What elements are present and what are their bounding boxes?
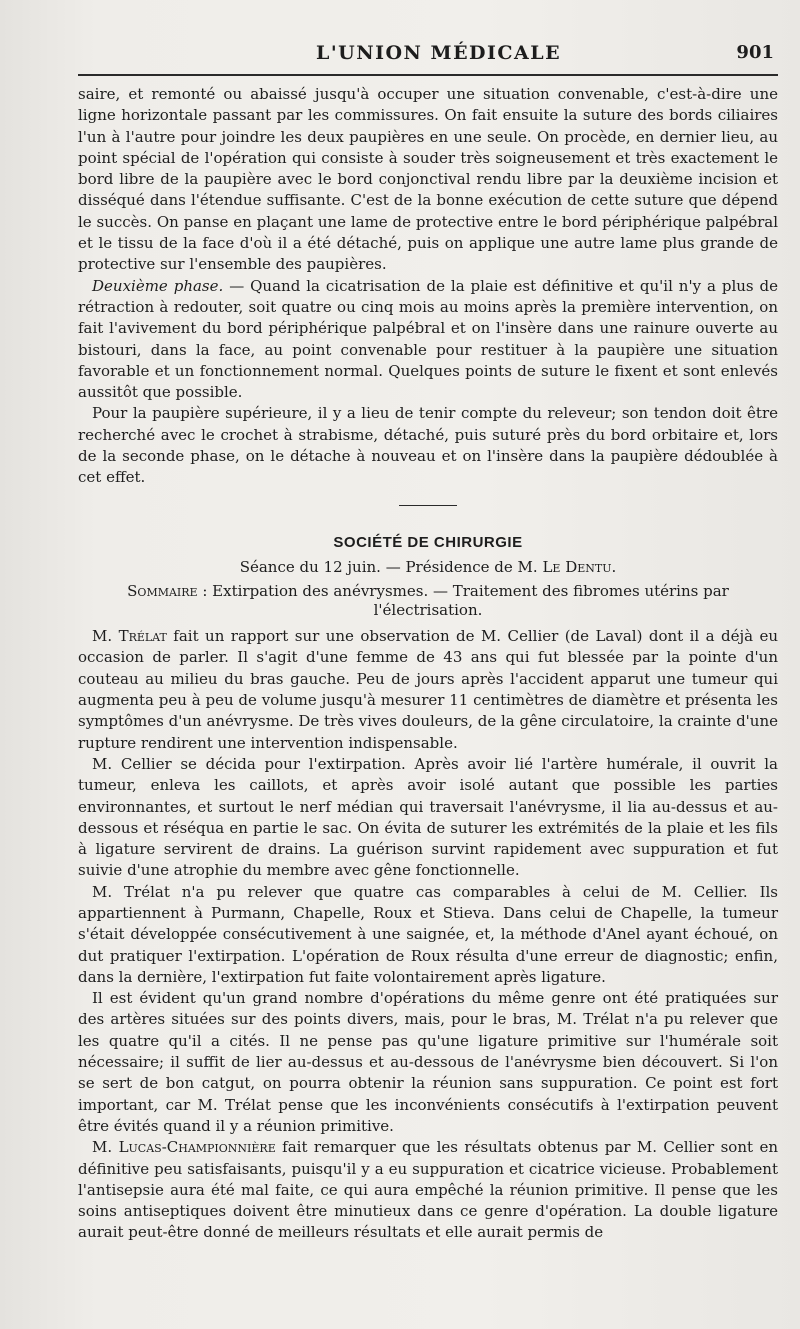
paragraph-trelat-rapport xyxy=(78,626,778,754)
trelat-text: fait un rapport sur une observation de M. Cellier (de Laval) dont il a déjà eu occasion de parler. Il s'agit d'une femme de 43 ans qui fut blessée par la pointe d'un couteau au milieu du bras gauche. Peu de jours après l'accident apparut une tumeur qui augmenta peu à peu de volume jusqu'à mesurer 11 centimètres de diamètre et présenta les symptômes d'un anévrysme. De très vives douleurs, de la gêne circulatoire, la crainte d'une rupture rendirent une intervention indispensable. xyxy=(78,627,779,752)
section-heading: SOCIÉTÉ DE CHIRURGIE xyxy=(333,534,523,552)
article-body xyxy=(78,84,778,1244)
sommaire-text: : Extirpation des anévrysmes. — Traitement des fibromes utérins par l'électrisation. xyxy=(197,582,729,620)
header-rule xyxy=(78,74,778,76)
seance-president: Le Dentu xyxy=(542,558,612,577)
paragraph-continuation: saire, et remonté ou abaissé jusqu'à occuper une situation convenable, c'est-à-dire une ligne horizontale passant par les commissures. On fait ensuite la suture des bords ciliaires l'un à l'autre pour joindre les deux paupières en une seule. On procède, en dernier lieu, au point spécial de l'opération qui consiste à souder très soigneusement et très exactement le bord libre de la paupière avec le bord conjonctival rendu libre par la deuxième incision et disséqué dans l'étendue suffisante. C'est de la bonne exécution de cette suture que dépend le succès. On panse en plaçant une lame de protective entre le bord périphérique palpébral et le tissu de la face d'où il a été détaché, puis on applique une autre lame plus grande de protective sur l'ensemble des paupières. xyxy=(78,85,778,274)
running-head xyxy=(78,34,778,70)
sommaire-label: Sommaire xyxy=(127,582,198,601)
seance-suffix: . xyxy=(611,558,617,577)
section-separator xyxy=(399,505,457,507)
lucas-text: fait remarquer que les résultats obtenus par M. Cellier sont en définitive peu satisfaisants, puisqu'il y a eu suppuration et cicatrice vicieuse. Probablement l'antisepsie aura été mal faite, ce qui aura empêché la réunion primitive. Il pense que les soins antiseptiques doivent être minutieux dans ce genre d'opération. La double ligature aurait peut-être donné de meilleurs résultats et elle aurait permis de xyxy=(78,1138,778,1242)
sommaire-line xyxy=(78,582,778,620)
trelat-name: Trélat xyxy=(118,627,167,646)
phase-text: — Quand la cicatrisation de la plaie est définitive et qu'il n'y a plus de rétraction à redouter, soit quatre ou cinq mois au moins après la première intervention, on fait l'avivement du bord périphérique palpébral et on l'insère dans une rainure ouverte au bistouri, dans la face, au point convenable pour restituer à la paupière une situation favorable et un fonctionnement normal. Quelques points de suture le fixent et sont enlevés aussitôt que possible. xyxy=(78,276,778,402)
paragraph-deuxieme-phase xyxy=(78,276,778,404)
seance-prefix: Séance du 12 juin. — Présidence de M. xyxy=(239,558,543,577)
phase-label: Deuxième phase. xyxy=(92,276,224,295)
paragraph-lucas-championniere xyxy=(78,1137,778,1243)
lucas-name: Lucas-Championnière xyxy=(118,1138,276,1157)
lucas-prefix: M. xyxy=(92,1138,119,1157)
paragraph-operations-generales: Il est évident qu'un grand nombre d'opérations du même genre ont été pratiquées sur des artères situées sur des points divers, mais, pour le bras, M. Trélat n'a pu relever que les quatre qu'il a cités. Il ne pense pas qu'une ligature primitive sur l'humérale soit nécessaire; il suffit de lier au-dessus et au-dessous de l'anévrysme bien découvert. Si l'on se sert de bon catgut, on pourra obtenir la réunion sans suppuration. Ce point est fort important, car M. Trélat pense que les inconvénients consécutifs à l'extirpation peuvent être évités quand il y a réunion primitive. xyxy=(78,989,778,1135)
seance-line xyxy=(78,557,778,578)
paragraph-cellier-extirpation: M. Cellier se décida pour l'extirpation. Après avoir lié l'artère humérale, il ouvrit la tumeur, enleva les caillots, et après avoir isolé autant que possible les parties environnantes, et surtout le nerf médian qui traversait l'anévrysme, il lia au-dessus et au-dessous et réséqua en partie le sac. On évita de suturer les extrémités de la plaie et les fils à ligature servirent de drains. La guérison survint rapidement avec suppuration et fut suivie d'une atrophie du membre avec gêne fonctionnelle. xyxy=(78,754,778,880)
paragraph-paupiere-superieure: Pour la paupière supérieure, il y a lieu de tenir compte du releveur; son tendon doit être recherché avec le crochet à strabisme, détaché, puis suturé près du bord orbitaire et, lors de la seconde phase, on le détache à nouveau et on l'insère dans la paupière dédoublée à cet effet. xyxy=(78,404,778,487)
page-number: 901 xyxy=(736,42,774,63)
paragraph-trelat-cas: M. Trélat n'a pu relever que quatre cas comparables à celui de M. Cellier. Ils appartiennent à Purmann, Chapelle, Roux et Stieva. Dans celui de Chapelle, la tumeur s'était développée consécutivement à une saignée, et, la méthode d'Anel ayant échoué, on dut pratiquer l'extirpation. L'opération de Roux résulta d'une erreur de diagnostic; enfin, dans la dernière, l'extirpation fut faite volontairement après ligature. xyxy=(78,882,778,986)
trelat-prefix: M. xyxy=(92,627,119,646)
journal-title: L'UNION MÉDICALE xyxy=(316,42,562,64)
